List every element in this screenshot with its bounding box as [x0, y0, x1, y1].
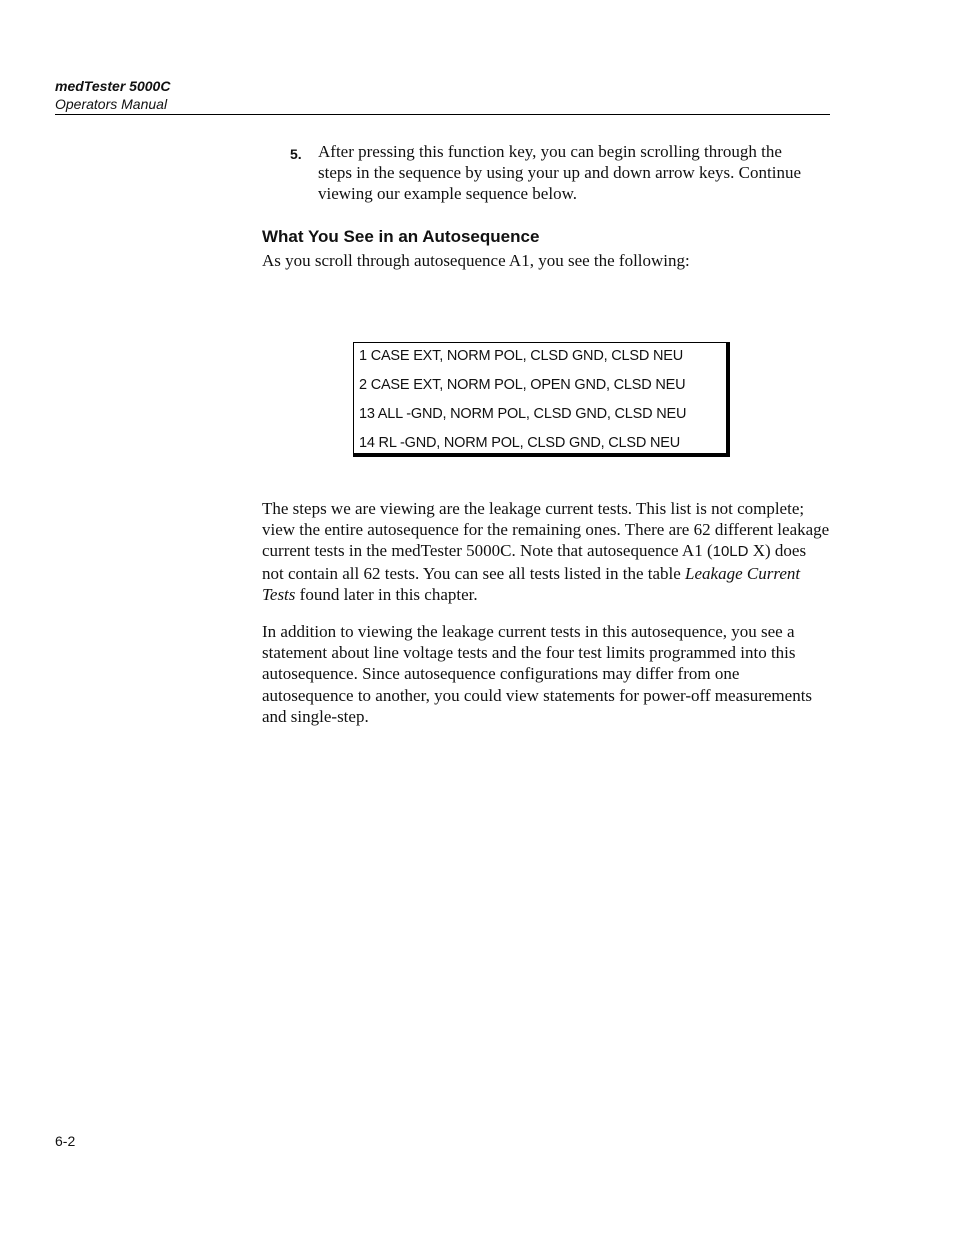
display-screen	[353, 342, 730, 457]
page-number: 6-2	[55, 1133, 76, 1149]
running-header	[55, 77, 830, 113]
paragraph-text: The steps we are viewing are the leakage current tests. This list is not complete; view the entire autosequence for the remaining ones. There are 62 different leakage current tests in the medTester 5000C. Note that autosequence A1 (	[262, 499, 830, 561]
paragraph-statements: In addition to viewing the leakage current tests in this autosequence, you see a statement about line voltage tests and the four test limits programmed into this autosequence. Since autosequence configurations may differ from one autosequence to another, you could view statements for power-off measurements and single-step.	[262, 622, 813, 726]
step-text: After pressing this function key, you can begin scrolling through the steps in the sequence by using your up and down arrow keys. Continue viewing our example sequence below.	[318, 142, 801, 203]
section-heading: What You See in an Autosequence	[262, 227, 540, 246]
display-line: 1 CASE EXT, NORM POL, CLSD GND, CLSD NEU	[359, 348, 683, 364]
table-reference: Leakage Current Tests	[262, 563, 801, 604]
step-5	[290, 141, 810, 204]
header-divider	[55, 114, 830, 115]
display-line: 13 ALL -GND, NORM POL, CLSD GND, CLSD NEU	[359, 406, 687, 422]
paragraph-text: X) does not contain all 62 tests. You can see all tests listed in the table	[262, 541, 807, 583]
paragraph-leakage-tests	[262, 498, 832, 605]
paragraph-text: found later in this chapter.	[295, 584, 478, 604]
manual-title: medTester 5000C	[55, 78, 171, 94]
key-code: 10LD	[712, 543, 749, 561]
step-number: 5.	[290, 146, 302, 162]
section-intro: As you scroll through autosequence A1, you see the following:	[262, 251, 690, 270]
display-line: 14 RL -GND, NORM POL, CLSD GND, CLSD NEU	[359, 435, 680, 451]
manual-subtitle: Operators Manual	[55, 96, 168, 112]
display-line: 2 CASE EXT, NORM POL, OPEN GND, CLSD NEU	[359, 377, 686, 393]
